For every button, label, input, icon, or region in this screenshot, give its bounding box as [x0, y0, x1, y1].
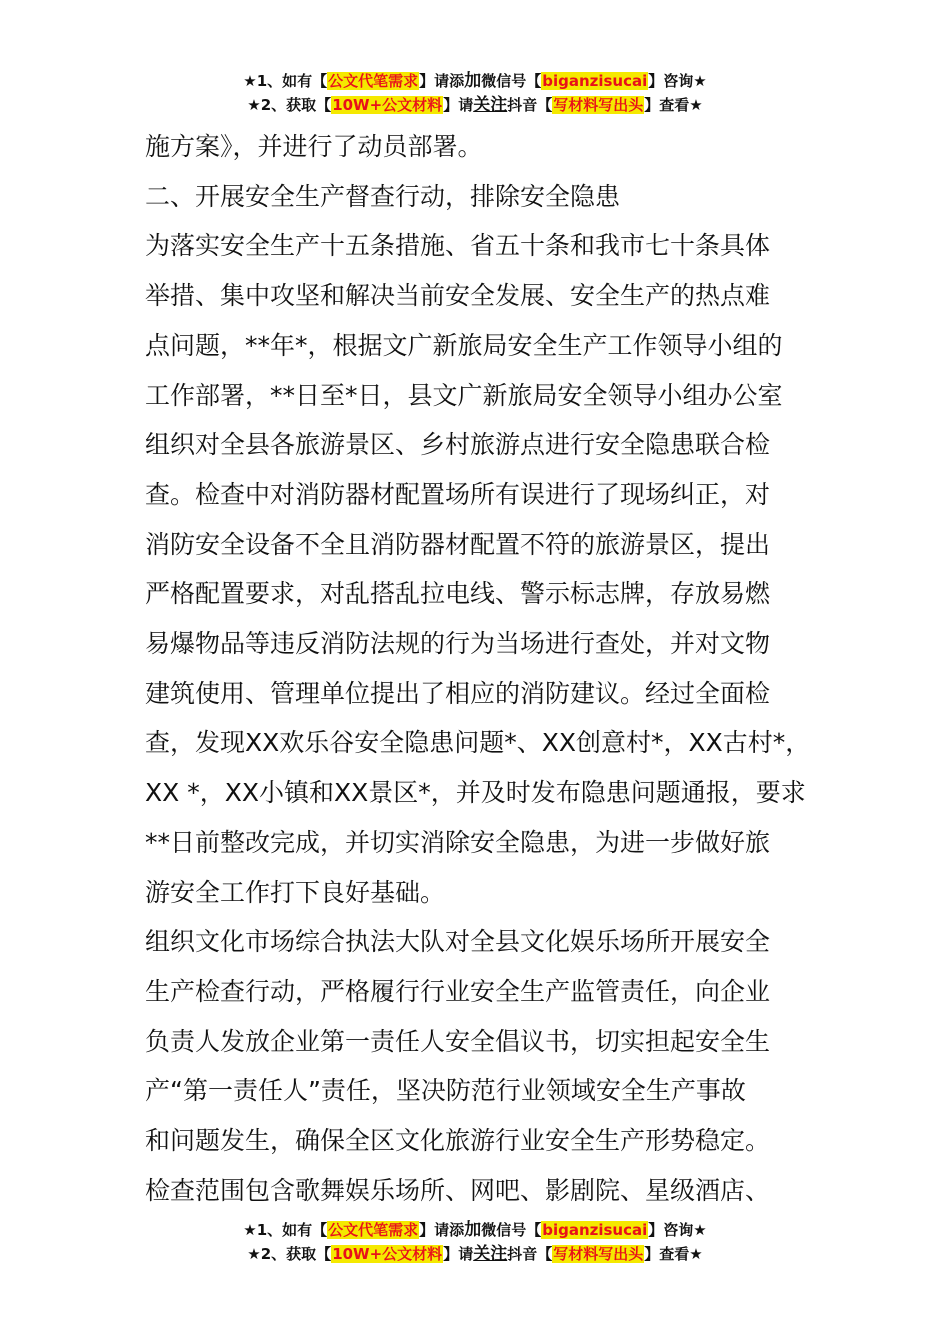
banner-highlight: 公文代笔需求 [328, 72, 419, 90]
body-line: 为落实安全生产十五条措施、省五十条和我市七十条具体 [145, 231, 771, 261]
banner-emphasis: 加 [464, 71, 482, 91]
banner-text: ★2、获取【 [247, 96, 332, 114]
banner-text: 抖音【 [507, 96, 553, 114]
body-line: 和问题发生，确保全区文化旅游行业安全生产形势稳定。 [145, 1126, 771, 1156]
banner-text: ★2、获取【 [247, 1245, 332, 1263]
banner-text: 】咨询★ [648, 72, 707, 90]
banner-text: 】请 [443, 1245, 474, 1263]
body-line: 组织文化市场综合执法大队对全县文化娱乐场所开展安全 [145, 927, 771, 957]
banner-text: 微信号【 [481, 1221, 542, 1239]
banner-highlight: 公文代笔需求 [328, 1221, 419, 1239]
body-line: 查，发现XX欢乐谷安全隐患问题*、XX创意村*，XX古村*， [145, 728, 811, 758]
banner-line-1 [0, 69, 950, 93]
body-line: 检查范围包含歌舞娱乐场所、网吧、影剧院、星级酒店、 [145, 1175, 771, 1205]
banner-text: 】查看★ [644, 1245, 703, 1263]
douyin-id-highlight: 写材料写出头 [553, 96, 644, 114]
body-line: 严格配置要求，对乱搭乱拉电线、警示标志牌，存放易燃 [145, 579, 771, 609]
banner-text: 】请添 [419, 72, 465, 90]
body-line: 举措、集中攻坚和解决当前安全发展、安全生产的热点难 [145, 281, 771, 311]
banner-text: 】请 [443, 96, 474, 114]
body-line: 查。检查中对消防器材配置场所有误进行了现场纠正，对 [145, 479, 771, 509]
body-line: 建筑使用、管理单位提出了相应的消防建议。经过全面检 [145, 678, 771, 708]
body-line: 产“第一责任人”责任，坚决防范行业领域安全生产事故 [145, 1076, 746, 1106]
banner-line-2 [0, 1242, 950, 1266]
body-line: 生产检查行动，严格履行行业安全生产监管责任，向企业 [145, 976, 771, 1006]
banner-highlight: 10W+公文材料 [332, 96, 443, 114]
body-line: 游安全工作打下良好基础。 [145, 877, 446, 907]
body-line: XX *，XX小镇和XX景区*，并及时发布隐患问题通报，要求 [145, 778, 806, 808]
banner-text: ★1、如有【 [243, 72, 328, 90]
body-line: 负责人发放企业第一责任人安全倡议书，切实担起安全生 [145, 1026, 771, 1056]
banner-text: ★1、如有【 [243, 1221, 328, 1239]
banner-text: 】查看★ [644, 96, 703, 114]
banner-text: 微信号【 [481, 72, 542, 90]
wechat-id-highlight: biganzisucai [542, 1221, 648, 1239]
douyin-id-highlight: 写材料写出头 [553, 1245, 644, 1263]
body-line: **日前整改完成，并切实消除安全隐患，为进一步做好旅 [145, 827, 771, 857]
banner-text: 】请添 [419, 1221, 465, 1239]
document-body [145, 122, 835, 1215]
banner-emphasis: 加 [464, 1220, 482, 1240]
banner-line-1 [0, 1218, 950, 1242]
section-heading: 二、开展安全生产督查行动，排除安全隐患 [145, 181, 621, 211]
banner-emphasis: 关注 [473, 95, 508, 115]
footer-banner [0, 1218, 950, 1266]
body-line: 施方案》，并进行了动员部署。 [145, 132, 483, 161]
banner-text: 】咨询★ [648, 1221, 707, 1239]
body-line: 点问题，**年*，根据文广新旅局安全生产工作领导小组的 [145, 330, 783, 360]
header-banner [0, 69, 950, 117]
banner-highlight: 10W+公文材料 [332, 1245, 443, 1263]
body-line: 组织对全县各旅游景区、乡村旅游点进行安全隐患联合检 [145, 430, 771, 460]
banner-line-2 [0, 93, 950, 117]
body-line: 工作部署，**日至*日，县文广新旅局安全领导小组办公室 [145, 380, 783, 410]
body-line: 消防安全设备不全且消防器材配置不符的旅游景区，提出 [145, 529, 771, 559]
body-line: 易爆物品等违反消防法规的行为当场进行查处，并对文物 [145, 629, 771, 659]
wechat-id-highlight: biganzisucai [542, 72, 648, 90]
banner-text: 抖音【 [507, 1245, 553, 1263]
banner-emphasis: 关注 [473, 1244, 508, 1264]
